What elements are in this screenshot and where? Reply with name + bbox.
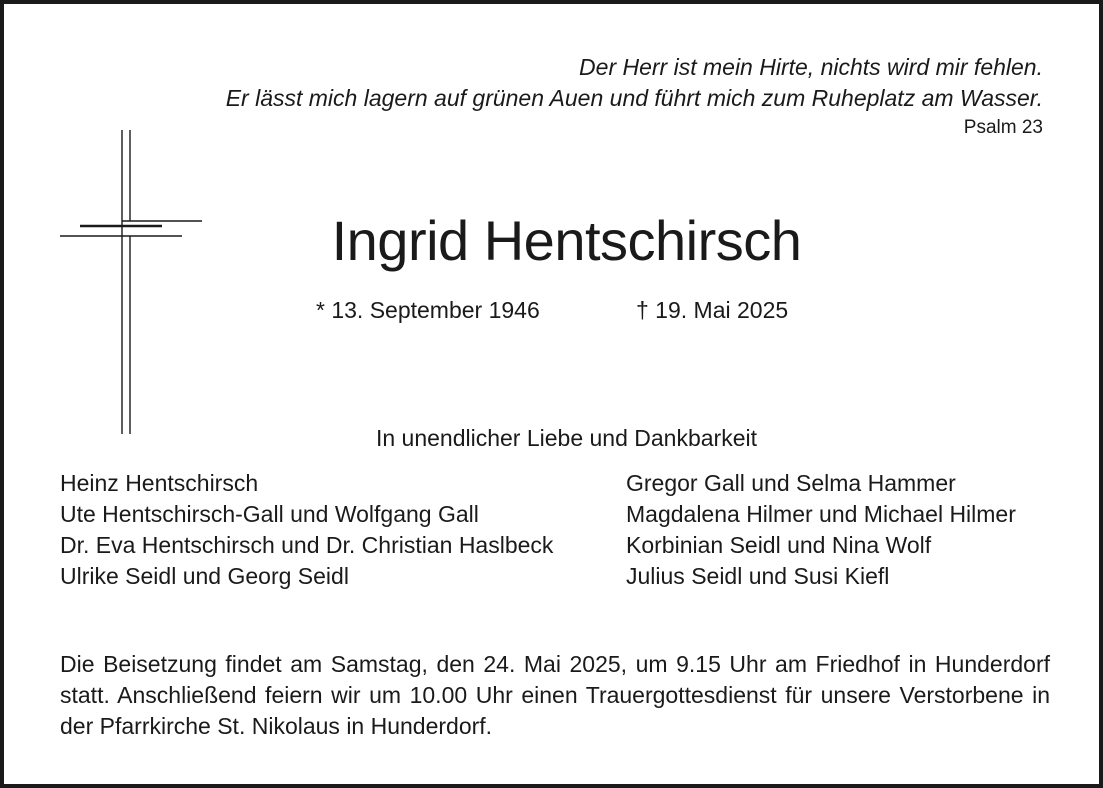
- mourners-left-column: [60, 468, 553, 592]
- deceased-name: Ingrid Hentschirsch: [331, 209, 802, 272]
- mourner-entry: Korbinian Seidl und Nina Wolf: [626, 532, 932, 558]
- mourner-entry: Ulrike Seidl und Georg Seidl: [60, 563, 349, 589]
- mourner-entry: Heinz Hentschirsch: [60, 470, 259, 496]
- mourners-right-column: [626, 468, 1016, 592]
- psalm-quote: [226, 52, 1043, 114]
- psalm-line-2: Er lässt mich lagern auf grünen Auen und führt mich zum Ruheplatz am Wasser.: [225, 85, 1043, 111]
- funeral-notice: Die Beisetzung findet am Samstag, den 24. Mai 2025, um 9.15 Uhr am Friedhof in Hunderdorf statt. Anschließend feiern wir um 10.00 Uhr einen Trauergottesdienst für unsere Verstorbene in der Pfarrkirche St. Nikolaus in Hunderdorf.: [60, 651, 1050, 739]
- mourner-entry: Magdalena Hilmer und Michael Hilmer: [626, 501, 1016, 527]
- dedication-line: In unendlicher Liebe und Dankbarkeit: [375, 425, 758, 451]
- birth-date: * 13. September 1946: [316, 297, 540, 323]
- psalm-line-1: Der Herr ist mein Hirte, nichts wird mir fehlen.: [579, 54, 1043, 80]
- mourner-entry: Julius Seidl und Susi Kiefl: [626, 563, 890, 589]
- death-date: † 19. Mai 2025: [636, 297, 789, 323]
- cross-icon: [56, 126, 206, 438]
- mourner-entry: Ute Hentschirsch-Gall und Wolfgang Gall: [60, 501, 479, 527]
- psalm-reference: Psalm 23: [963, 117, 1043, 138]
- mourner-entry: Gregor Gall und Selma Hammer: [626, 470, 956, 496]
- mourner-entry: Dr. Eva Hentschirsch und Dr. Christian Haslbeck: [60, 532, 554, 558]
